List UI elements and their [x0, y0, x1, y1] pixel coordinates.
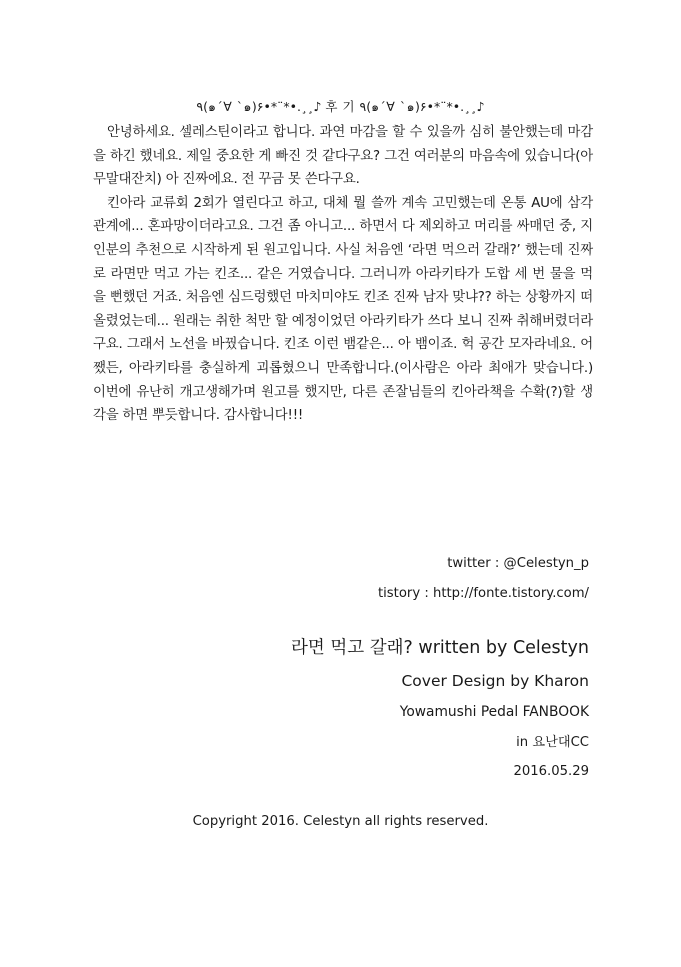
- afterword-body: [93, 121, 593, 428]
- afterword-paragraph-1: 안녕하세요. 셀레스틴이라고 합니다. 과연 마감을 할 수 있을까 심히 불안했는데 마감을 하긴 했네요. 제일 중요한 게 빠진 것 같다구요? 그건 여러분의 마음속에 있습니다(아무말대잔치) 아 진짜에요. 전 꾸금 못 쓴다구요.: [93, 125, 593, 188]
- fanbook-label: Yowamushi Pedal FANBOOK: [399, 704, 589, 720]
- publish-date: 2016.05.29: [513, 764, 589, 779]
- cover-design-credit: Cover Design by Kharon: [401, 672, 589, 690]
- afterword-paragraph-2: 킨아라 교류회 2회가 열린다고 하고, 대체 뭘 쓸까 계속 고민했는데 온통 AU에 삼각관계에... 혼파망이더라고요. 그건 좀 아니고... 하면서 다 제외하고 머리를 싸매던 중, 지인분의 추천으로 시작하게 된 원고입니다. 사실 처음엔 ‘라면 먹으러 갈래?’ 했는데 진짜로 라면만 먹고 가는 킨조... 같은 거였습니다. 그러니까 아라키타가 도합 세 번 물을 먹을 뻔했던 거죠. 처음엔 심드렁했던 마치미야도 킨조 진짜 남자 맞냐?? 하는 상황까지 떠올렸었는데... 원래는 취한 척만 할 예정이었던 아라키타가 쓰다 보니 진짜 취해버렸더라구요. 그래서 노선을 바꿨습니다. 킨조 이런 뱀같은... 아 뱀이죠. 헉 공간 모자라네요. 어쨌든, 아라키타를 충실하게 괴롭혔으니 만족합니다.(이사람은 아라 최애가 맞습니다.) 이번에 유난히 개고생해가며 원고를 했지만, 다른 존잘님들의 킨아라책을 수확(?)할 생각을 하면 뿌듯합니다. 감사합니다!!!: [93, 195, 593, 424]
- book-credits: [291, 633, 589, 785]
- contact-info: [378, 549, 589, 609]
- event-label: in 요난대CC: [516, 735, 589, 750]
- afterword-heading: ٩(๑´∀ `๑)۶•*¨*•.¸¸♪ 후 기 ٩(๑´∀ `๑)۶•*¨*•.¸¸♪: [196, 99, 485, 114]
- book-title-credit: 라면 먹고 갈래? written by Celestyn: [291, 638, 589, 658]
- tistory-url: tistory : http://fonte.tistory.com/: [377, 586, 589, 601]
- twitter-handle: twitter : @Celestyn_p: [447, 556, 589, 571]
- copyright-notice: Copyright 2016. Celestyn all rights reserved.: [192, 814, 489, 829]
